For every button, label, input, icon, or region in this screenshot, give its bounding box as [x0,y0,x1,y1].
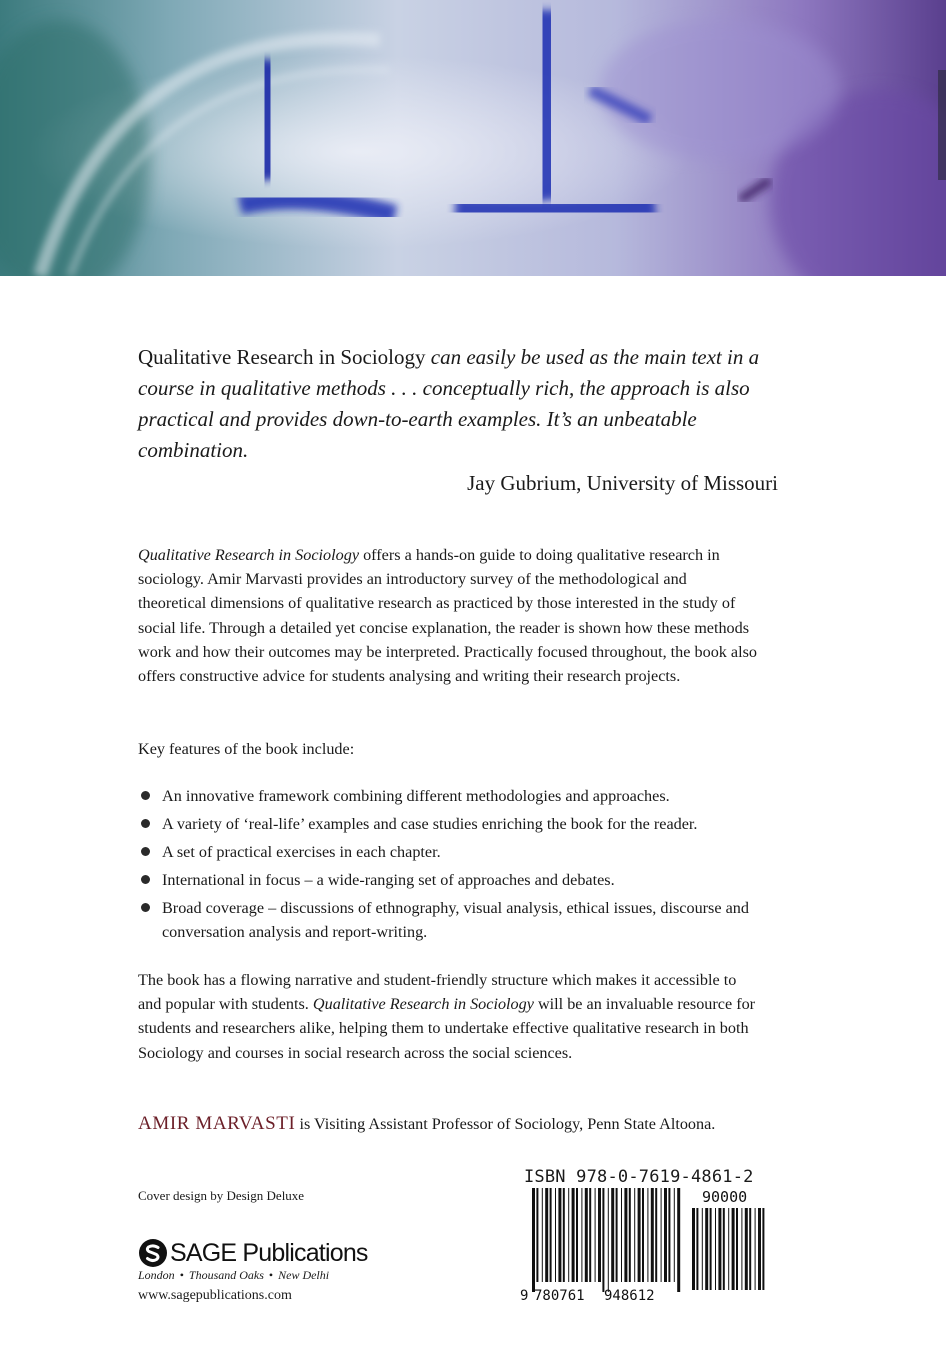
sage-logo-icon [138,1238,168,1268]
author-bio [138,1112,715,1136]
feature-text: International in focus – a wide-ranging set of approaches and debates. [162,871,615,889]
barcode-bars-addon [692,1208,764,1290]
publisher-cities [138,1268,329,1283]
feature-text: A set of practical exercises in each chapter. [162,843,441,861]
endorsement-quote [138,342,778,499]
cover-artwork [0,0,946,276]
author-name: AMIR MARVASTI [138,1113,296,1134]
barcode-digit-first: 9 [520,1288,529,1304]
city-thousand-oaks: Thousand Oaks [188,1268,264,1282]
bullet-icon [141,791,150,800]
quote-text: can easily be used as the main text in a course in qualitative methods . . . conceptually rich, the approach is also practical and provides down-to-earth examples. It’s an unbeatable combination. [138,345,760,462]
closing-paragraph [138,968,758,1065]
cover-design-credit: Cover design by Design Deluxe [138,1188,305,1203]
closing-book-title: Qualitative Research in Sociology [312,995,534,1014]
bullet-icon [141,875,150,884]
feature-text: A variety of ‘real-life’ examples and case studies enriching the book for the reader. [162,815,698,833]
separator-dot-icon: • [179,1268,184,1282]
barcode-digits-left: 780761 [534,1288,585,1304]
barcode-bars-main [532,1188,680,1292]
features-list [138,784,768,948]
publisher-url: www.sagepublications.com [138,1288,292,1303]
quote-book-title: Qualitative Research in Sociology [138,345,426,369]
bullet-icon [141,847,150,856]
city-new-delhi: New Delhi [278,1268,330,1282]
list-item [138,840,768,864]
book-description [138,543,758,688]
closing-text-before: The book has a flowing narrative and student-friendly structure which makes it accessible to and popular with students. [138,971,737,1014]
bullet-icon [141,819,150,828]
separator-dot-icon: • [268,1268,274,1282]
barcode-addon-digits: 90000 [702,1188,748,1206]
list-item [138,896,768,944]
closing-text-after: will be an invaluable resource for students and researchers alike, helping them to undertake effective qualitative research in both Sociology and courses in social research across the social sciences. [138,995,756,1062]
features-intro: Key features of the book include: [138,740,355,758]
description-text: offers a hands-on guide to doing qualitative research in sociology. Amir Marvasti provides an introductory survey of the methodological and theoretical dimensions of qualitative research as practiced by those interested in the study of social life. Through a detailed yet concise explanation, the reader is shown how these methods work and how their outcomes may be interpreted. Practically focused throughout, the book also offers constructive advice for students analysing and writing their research projects. [138,546,758,686]
list-item [138,784,768,808]
publisher-name: SAGE Publications [170,1238,368,1267]
quote-attribution: Jay Gubrium, University of Missouri [467,471,778,495]
isbn-barcode [512,1186,770,1304]
author-bio-text: is Visiting Assistant Professor of Sociology, Penn State Altoona. [295,1115,716,1133]
list-item [138,812,768,836]
barcode-digits-right: 948612 [604,1288,655,1304]
isbn-label: ISBN 978-0-7619-4861-2 [524,1167,754,1187]
description-book-title: Qualitative Research in Sociology [138,546,360,564]
publisher-logo [138,1238,368,1268]
feature-text: Broad coverage – discussions of ethnography, visual analysis, ethical issues, discourse and conversation analysis and report-writing. [162,899,749,941]
list-item [138,868,768,892]
feature-text: An innovative framework combining different methodologies and approaches. [162,787,670,805]
city-london: London [138,1268,175,1282]
bullet-icon [141,903,150,912]
